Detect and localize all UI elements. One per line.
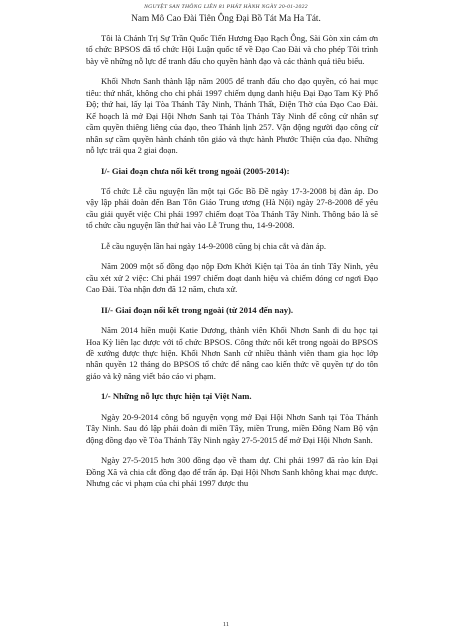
paragraph-background: Khối Nhơn Sanh thành lập năm 2005 để tranh đấu cho đạo quyền, có hai mục tiêu: thứ nhất, không cho chi phái 1997 chiếm dụng danh hiệu Đại Đạo Tam Kỳ Phổ Độ; thứ hai, lấy lại Tòa Thánh Tây Ninh, Thánh Thất, Điện Thờ của Đạo Cao Đài. Kế hoạch là mở Đại Hội Nhơn Sanh tại Tòa Thánh Tây Ninh để công cử nhân sự cầm quyền thiêng liêng của đạo, theo Thánh lịnh 257. Vận động người đạo công cử nhân sự cầm quyền hành chánh tôn giáo và thực hành Phước Thiện của đạo. Những nỗ lực trải qua 2 giai đoạn. bbox=[86, 76, 378, 156]
running-header: NGUYỆT SAN THÔNG LIÊN 81 PHÁT HÀNH NGÀY 20-01-2022 bbox=[144, 4, 308, 10]
section-heading-phase-2: II/- Giai đoạn nối kết trong ngoài (từ 2014 đến nay). bbox=[101, 304, 294, 315]
paragraph-second-prayer: Lễ cầu nguyện lần hai ngày 14-9-2008 cũng bị chia cắt và đàn áp. bbox=[101, 240, 326, 251]
paragraph-lawsuit-2009: Năm 2009 một số đồng đạo nộp Đơn Khởi Kiện tại Tòa án tỉnh Tây Ninh, yêu cầu xét xử 2 việc: Chi phái 1997 chiếm đoạt danh hiệu và chiếm đóng cơ ngơi Đạo Cao Đài. Tòa nhận đơn đã 12 năm, chưa xử. bbox=[86, 261, 378, 295]
page-number: 11 bbox=[222, 621, 230, 628]
paragraph-announcement-2014: Ngày 20-9-2014 công bố nguyện vọng mở Đại Hội Nhơn Sanh tại Tòa Thánh Tây Ninh. Sau đó lập phái đoàn đi miền Tây, miền Trung, miền Đông Nam Bộ vận động đồng đạo về Tòa Thánh Tây Ninh ngày 27-5-2015 để mở Đại Hội Nhơn Sanh. bbox=[86, 411, 378, 445]
subsection-heading-vietnam: 1/- Những nỗ lực thực hiện tại Việt Nam. bbox=[101, 391, 252, 402]
paragraph-assembly-2015: Ngày 27-5-2015 hơn 300 đồng đạo về tham dự. Chi phái 1997 đã rào kín Đại Đồng Xã và chia cắt đồng đạo để trấn áp. Đại Hội Nhơn Sanh không khai mạc được. Nhưng các vi phạm của chi phái 1997 được thu bbox=[86, 455, 378, 489]
paragraph-prayer-2008: Tổ chức Lễ cầu nguyện lần một tại Gốc Bồ Đề ngày 17-3-2008 bị đàn áp. Do vậy lập phái đoàn đến Ban Tôn Giáo Trung ương (Hà Nội) ngày 27-8-2008 để yêu cầu giải quyết việc Chi phái 1997 chiếm đoạt Tòa Thánh Tây Ninh. Thông báo là sẽ tổ chức cầu nguyện lần thứ hai vào Lễ Trung thu, 14-9-2008. bbox=[86, 185, 378, 231]
paragraph-intro: Tôi là Chánh Trị Sự Trần Quốc Tiến Hương Đạo Rạch Ông, Sài Gòn xin cám ơn tổ chức BPSOS đã tổ chức Hội Luận quốc tế về Đạo Cao Đài và cho phép Tôi trình bày về những nỗ lực để tranh đấu cho quyền hành đạo và các thành quả tiêu biểu. bbox=[86, 33, 378, 66]
paragraph-bpsos-2014: Năm 2014 hiền muội Katie Dương, thành viên Khối Nhơn Sanh đi du học tại Hoa Kỳ liên lạc được với tổ chức BPSOS. Công thức nối kết trong ngoài do BPSOS đề xướng được thực hiện. Khối Nhơn Sanh cử nhiều thành viên tham gia học lớp nhân quyền 12 tháng do BPSOS tổ chức để nâng cao kiến thức về quyền tự do tôn giáo và kỹ năng viết báo cáo vi phạm. bbox=[86, 325, 378, 381]
section-heading-phase-1: I/- Giai đoạn chưa nối kết trong ngoài (2005-2014): bbox=[101, 165, 290, 176]
invocation-title: Nam Mô Cao Đài Tiên Ông Đại Bồ Tát Ma Ha Tát. bbox=[131, 13, 321, 23]
body-text bbox=[86, 33, 378, 499]
